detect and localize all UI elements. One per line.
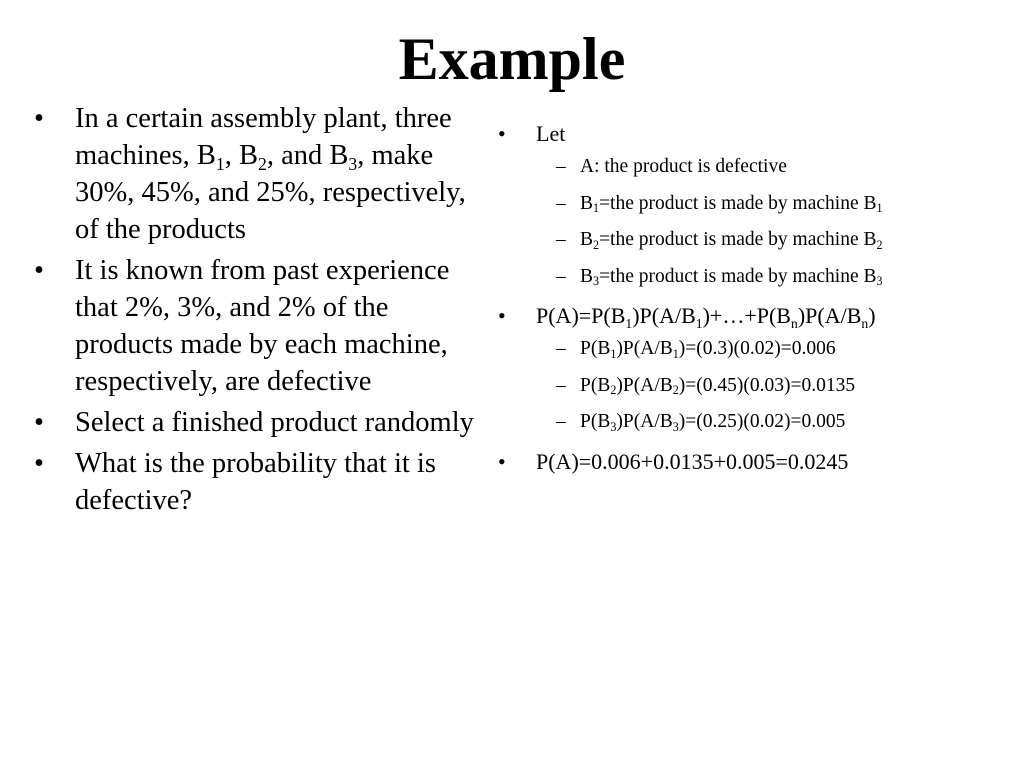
subscript-text: 1 xyxy=(215,153,225,174)
text-segment: =the product is made by machine B xyxy=(599,229,877,250)
subscript-text: 1 xyxy=(610,346,617,361)
subscript-text: 1 xyxy=(672,346,679,361)
text-segment: A: the product is defective xyxy=(580,156,787,177)
left-column xyxy=(30,100,485,523)
text-segment: )P(A/B xyxy=(616,338,673,359)
text-segment: P(B xyxy=(580,374,611,396)
subscript-text: 3 xyxy=(348,153,358,174)
sub-bullet-item xyxy=(536,373,996,399)
text-segment: In a certain assembly plant, three machines, B xyxy=(75,103,452,171)
bullet-item xyxy=(496,300,996,435)
subscript-text: 2 xyxy=(257,153,267,174)
subscript-text: 2 xyxy=(610,383,617,398)
text-segment: P(B xyxy=(580,338,611,359)
subscript-text: 2 xyxy=(876,237,883,252)
subscript-text: 2 xyxy=(593,237,600,252)
slide-title: Example xyxy=(398,26,626,92)
sub-bullet-item xyxy=(536,264,996,290)
bullet-item xyxy=(30,252,485,400)
subscript-text: 3 xyxy=(593,274,600,289)
text-segment: Select a finished product randomly xyxy=(75,407,474,438)
subscript-text: n xyxy=(861,315,869,331)
sub-bullet-item xyxy=(536,154,996,180)
subscript-text: 1 xyxy=(625,315,633,331)
text-segment: )P(A/B xyxy=(632,303,696,328)
subscript-text: 3 xyxy=(610,419,617,434)
bullet-item xyxy=(496,118,996,290)
text-segment: B xyxy=(580,192,594,214)
text-segment: , make 30%, 45%, and 25%, respectively, of the products xyxy=(75,140,466,245)
bullet-item xyxy=(496,446,996,478)
text-segment: )=(0.45)(0.03)=0.0135 xyxy=(678,374,856,396)
text-segment: It is known from past experience that 2%, 3%, and 2% of the products made by each machine, respectively, are defective xyxy=(75,255,450,397)
bullet-text xyxy=(536,446,996,478)
subscript-text: 1 xyxy=(695,315,703,331)
text-segment: =the product is made by machine B xyxy=(599,265,877,287)
text-segment: )P(A/B xyxy=(616,374,673,396)
sub-bullet-item xyxy=(536,227,996,253)
sub-bullet-item xyxy=(536,336,996,362)
text-segment: P(B xyxy=(580,411,611,432)
text-segment: )=(0.3)(0.02)=0.006 xyxy=(678,338,836,359)
subscript-text: 3 xyxy=(876,274,883,289)
text-segment: , and B xyxy=(266,140,349,171)
text-segment: , B xyxy=(224,140,258,171)
text-segment: P(A)=0.006+0.0135+0.005=0.0245 xyxy=(536,448,849,474)
text-segment: B xyxy=(580,265,594,287)
text-segment: )P(A/B xyxy=(616,411,673,432)
text-segment: )=(0.25)(0.02)=0.005 xyxy=(678,411,846,432)
text-segment: ) xyxy=(868,303,876,328)
text-segment: Let xyxy=(536,121,566,146)
text-segment: What is the probability that it is defective? xyxy=(75,448,436,516)
text-segment: =the product is made by machine B xyxy=(599,192,877,214)
sub-bullet-item xyxy=(536,409,996,435)
bullet-text xyxy=(536,118,996,150)
right-bullet-list xyxy=(496,118,996,478)
left-bullet-list xyxy=(30,100,485,519)
subscript-text: n xyxy=(791,315,798,331)
sub-bullet-item xyxy=(536,191,996,217)
bullet-item xyxy=(30,445,485,519)
text-segment: )P(A/B xyxy=(797,303,862,328)
right-column xyxy=(496,118,996,480)
sub-bullet-list xyxy=(536,154,996,290)
subscript-text: 3 xyxy=(672,419,679,434)
subscript-text: 1 xyxy=(593,201,600,216)
sub-bullet-list xyxy=(536,336,996,435)
bullet-text xyxy=(536,300,996,332)
subscript-text: 2 xyxy=(672,383,679,398)
text-segment: B xyxy=(580,229,594,250)
bullet-item xyxy=(30,404,485,441)
subscript-text: 1 xyxy=(876,201,883,216)
text-segment: )+…+P(B xyxy=(702,303,791,328)
bullet-item xyxy=(30,100,485,248)
text-segment: P(A)=P(B xyxy=(536,303,626,328)
